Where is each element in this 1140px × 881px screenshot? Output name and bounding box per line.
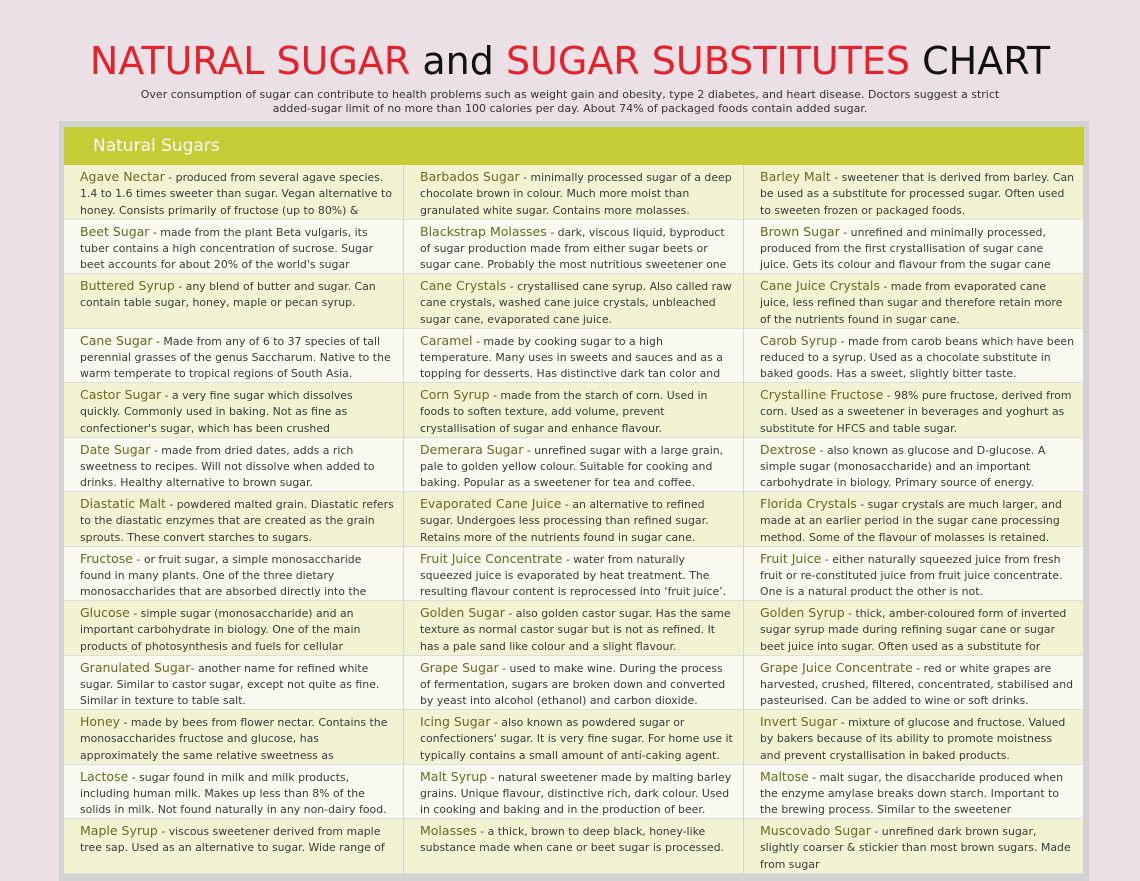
section-header: Natural Sugars [64,127,1084,165]
sugar-term: Granulated Sugar [80,659,191,675]
sugar-entry [64,165,404,220]
sugar-entry [404,819,744,874]
sugar-definition: - unrefined sugar with a large grain, pale to golden yellow colour. Suitable for cooking and baking. Popular as a sweetener for tea and coffee. [420,443,724,490]
sugar-definition: - mixture of glucose and fructose. Valued by bakers because of its ability to promote moistness and prevent crystallisation in baked products. [760,716,1066,762]
sugar-term: Date Sugar [80,441,151,457]
sugar-term: Fruit Juice [760,550,822,566]
title-and: and [410,39,506,83]
sugar-definition: - sweetener that is derived from barley. Can be used as a substitute for processed sugar. Often used to sweeten frozen or packaged foods. [760,171,1075,217]
sugar-term: Evaporated Cane Juice [420,496,562,511]
sugar-term: Invert Sugar [760,714,838,729]
sugar-term: Grape Juice Concentrate [760,659,913,675]
sugar-definition: - crystallised cane syrup. Also called raw cane crystals, washed cane juice crystals, unbleached sugar cane, evaporated cane juice. [420,280,732,326]
sugar-entry [744,274,1084,329]
sugar-entry [64,656,404,711]
sugar-entry [64,274,404,329]
sugar-definition: - a very fine sugar which dissolves quickly. Commonly used in baking. Not as fine as confectioner's sugar, which has been crushed [80,389,353,435]
sugar-term: Agave Nectar [80,169,165,184]
page-title [0,38,1140,84]
sugar-definition: - also golden castor sugar. Has the same texture as normal castor sugar but is not as refined. It has a pale sand like colour and a slight flavour. [420,607,731,653]
sugar-term: Florida Crystals [760,496,857,511]
sugar-term: Golden Syrup [760,605,845,620]
sugar-definition: - dark, viscous liquid, byproduct of sugar production made from either sugar beets or sugar cane. Probably the most nutritious sweetener one [420,225,727,272]
sugar-term: Icing Sugar [420,714,491,729]
sugar-term: Grape Sugar [420,659,499,675]
sugar-entry [64,765,404,820]
sugar-term: Castor Sugar [80,387,162,402]
sugar-term: Lactose [80,768,129,784]
sugar-definition: - viscous sweetener derived from maple tree sap. Used as an alternative to sugar. Wide range of [80,825,385,855]
sugar-entry [744,383,1084,438]
sugar-definition: - made from the plant Beta vulgaris, its tuber contains a high concentration of sucrose. Sugar beet accounts for about 20% of the world's sugar [80,225,374,272]
sugar-term: Barley Malt [760,169,831,184]
sugar-entry [404,329,744,384]
sugar-entry [404,765,744,820]
sugar-entry [744,656,1084,711]
sugar-definition: - unrefined and minimally processed, produced from the first crystallisation of sugar cane juice. Gets its colour and flavour from the sugar cane [760,225,1051,272]
sugar-entry [404,601,744,656]
sugar-term: Caramel [420,332,473,348]
sugar-definition: - simple sugar (monosaccharide) and an important carbohydrate in biology. One of the main products of photosynthesis and fuels for cellular [80,607,361,653]
sugar-entry [744,438,1084,493]
sugar-term: Carob Syrup [760,332,838,348]
sugar-entry [64,329,404,384]
sugar-term: Fruit Juice Concentrate [420,550,563,566]
sugar-term: Cane Crystals [420,278,507,293]
sugar-term: Muscovado Sugar [760,823,871,838]
sugar-definition: - made from carob beans which have been reduced to a syrup. Used as a chocolate substitute in baked goods. Has a sweet, slightly bitter taste. [760,334,1075,381]
sugar-definition: - sugar crystals are much larger, and made at an earlier period in the sugar cane processing method. Some of the flavour of molasses is retained. [760,498,1062,544]
sugar-definition: - sugar found in milk and milk products, including human milk. Makes up less than 8% of the solids in milk. Not found naturally in any non-dairy food. [80,770,387,817]
sugar-definition: - also known as glucose and D-glucose. A simple sugar (monosaccharide) and an important carbohydrate in biology. Primary source of energy. [760,443,1046,490]
sugar-definition: - any blend of butter and sugar. Can contain table sugar, honey, maple or pecan syrup. [80,280,376,310]
sugar-term: Dextrose [760,441,817,457]
sugar-definition: - produced from several agave species. 1.4 to 1.6 times sweeter than sugar. Vegan alternative to honey. Consists primarily of fructose (up to 80%) & [80,171,392,217]
sugar-entry [404,165,744,220]
sugar-term: Demerara Sugar [420,441,524,457]
sugar-term: Honey [80,714,121,729]
sugar-term: Cane Sugar [80,332,153,348]
sugar-definition: - made from dried dates, adds a rich sweetness to recipes. Will not dissolve when added to drinks. Healthy alternative to brown sugar. [80,443,375,490]
sugar-definition: - also known as powdered sugar or confectioners' sugar. It is very fine sugar. For home use it typically contains a small amount of anti-caking agent. [420,716,733,762]
sugar-term: Beet Sugar [80,223,150,239]
sugar-entry [744,819,1084,874]
sugar-definition: - a thick, brown to deep black, honey-like substance made when cane or beet sugar is processed. [420,825,724,855]
sugar-entry [404,710,744,765]
sugar-definition: - used to make wine. During the process of fermentation, sugars are broken down and converted by yeast into alcohol (ethanol) and carbon dioxide. [420,661,726,708]
sugar-entry [64,601,404,656]
sugar-entry [744,220,1084,275]
sugar-definition: - red or white grapes are harvested, crushed, filtered, concentrated, stabilised and pasteurised. Can be added to wine or soft drinks. [760,661,1074,708]
sugar-term: Cane Juice Crystals [760,278,880,293]
sugar-term: Blackstrap Molasses [420,223,547,239]
sugar-entry [404,492,744,547]
sugar-entry [64,220,404,275]
sugar-entry [744,547,1084,602]
sugar-definition: - an alternative to refined sugar. Undergoes less processing than refined sugar. Retains more of the nutrients found in sugar cane. [420,498,709,544]
sugar-entry [404,274,744,329]
sugar-grid [64,165,1084,871]
sugar-term: Maltose [760,768,809,784]
sugar-entry [744,765,1084,820]
sugar-definition: - powdered malted grain. Diastatic refers to the diastatic enzymes that are created as the grain sprouts. These convert starches to sugars. [80,498,394,544]
sugar-definition: - made by cooking sugar to a high temperature. Many uses in sweets and sauces and as a topping for desserts. Has distinctive dark tan color and [420,334,723,381]
title-natural-sugar: NATURAL SUGAR [89,39,411,83]
sugar-term: Buttered Syrup [80,278,175,293]
sugar-definition: - made from evaporated cane juice, less refined than sugar and therefore retain more of the nutrients found in sugar cane. [760,280,1063,326]
sugar-entry [64,492,404,547]
sugar-definition: - malt sugar, the disaccharide produced when the enzyme amylase breaks down starch. Important to the brewing process. Similar to the sweetener [760,770,1063,817]
sugar-definition: - water from naturally squeezed juice is evaporated by heat treatment. The resulting flavour content is reprocessed into ‘fruit juice’. [420,552,727,599]
sugar-term: Barbados Sugar [420,169,520,184]
sugar-definition: - thick, amber-coloured form of inverted sugar syrup made during refining sugar cane or sugar beet juice into sugar. Often used as a substitute for [760,607,1067,653]
sugar-entry [404,220,744,275]
sugar-term: Glucose [80,605,130,620]
sugar-entry [744,492,1084,547]
sugar-term: Fructose [80,550,133,566]
sugar-entry [744,165,1084,220]
sugar-entry [404,383,744,438]
sugar-entry [404,656,744,711]
sugar-term: Maple Syrup [80,823,158,838]
sugar-entry [64,819,404,874]
sugar-definition: - unrefined dark brown sugar, slightly coarser & stickier than most brown sugars. Made from sugar [760,825,1071,871]
sugar-term: Crystalline Fructose [760,387,884,402]
title-chart: CHART [910,39,1051,83]
sugar-entry [64,438,404,493]
sugar-term: Corn Syrup [420,387,490,402]
sugar-term: Brown Sugar [760,223,840,239]
sugar-term: Golden Sugar [420,605,505,620]
sugar-definition: - natural sweetener made by malting barley grains. Unique flavour, distinctive rich, dark colour. Used in cooking and baking and in the production of beer. [420,770,732,817]
sugar-entry [744,601,1084,656]
sugar-definition: - or fruit sugar, a simple monosaccharide found in many plants. One of the three dietary monosaccharides that are absorbed directly into the [80,552,367,599]
sugar-definition: - another name for refined white sugar. Similar to castor sugar, except not quite as fine. Similar in texture to table salt. [80,661,380,708]
sugar-entry [64,547,404,602]
sugar-term: Molasses [420,823,477,838]
intro-text: Over consumption of sugar can contribute to health problems such as weight gain and obesity, type 2 diabetes, and heart disease. Doctors suggest a strict added-sugar limit of no more than 100 calories per day. About 74% of packaged foods contain added sugar. [140,88,1000,115]
sugar-term: Malt Syrup [420,768,488,784]
sugar-entry [64,710,404,765]
sugar-definition: - made by bees from flower nectar. Contains the monosaccharides fructose and glucose, has approximately the same relative sweetness as [80,716,388,762]
sugar-definition: - Made from any of 6 to 37 species of tall perennial grasses of the genus Saccharum. Native to the warm temperate to tropical regions of South Asia. [80,334,391,381]
sugar-term: Diastatic Malt [80,496,166,511]
sugar-entry [744,710,1084,765]
title-sugar-substitutes: SUGAR SUBSTITUTES [505,39,911,83]
sugar-entry [404,438,744,493]
sugar-definition: - made from the starch of corn. Used in foods to soften texture, add volume, prevent crystallisation of sugar and enhance flavour. [420,389,708,435]
sugar-entry [64,383,404,438]
sugar-definition: - either naturally squeezed juice from fresh fruit or re-constituted juice from fruit juice concentrate. One is a natural product the other is not. [760,552,1063,599]
sugar-definition: - 98% pure fructose, derived from corn. Used as a sweetener in beverages and yoghurt as substitute for HFCS and table sugar. [760,389,1072,435]
sugar-entry [744,329,1084,384]
sugar-definition: - minimally processed sugar of a deep chocolate brown in colour. Much more moist than granulated white sugar. Contains more molasses. [420,171,732,217]
sugar-entry [404,547,744,602]
